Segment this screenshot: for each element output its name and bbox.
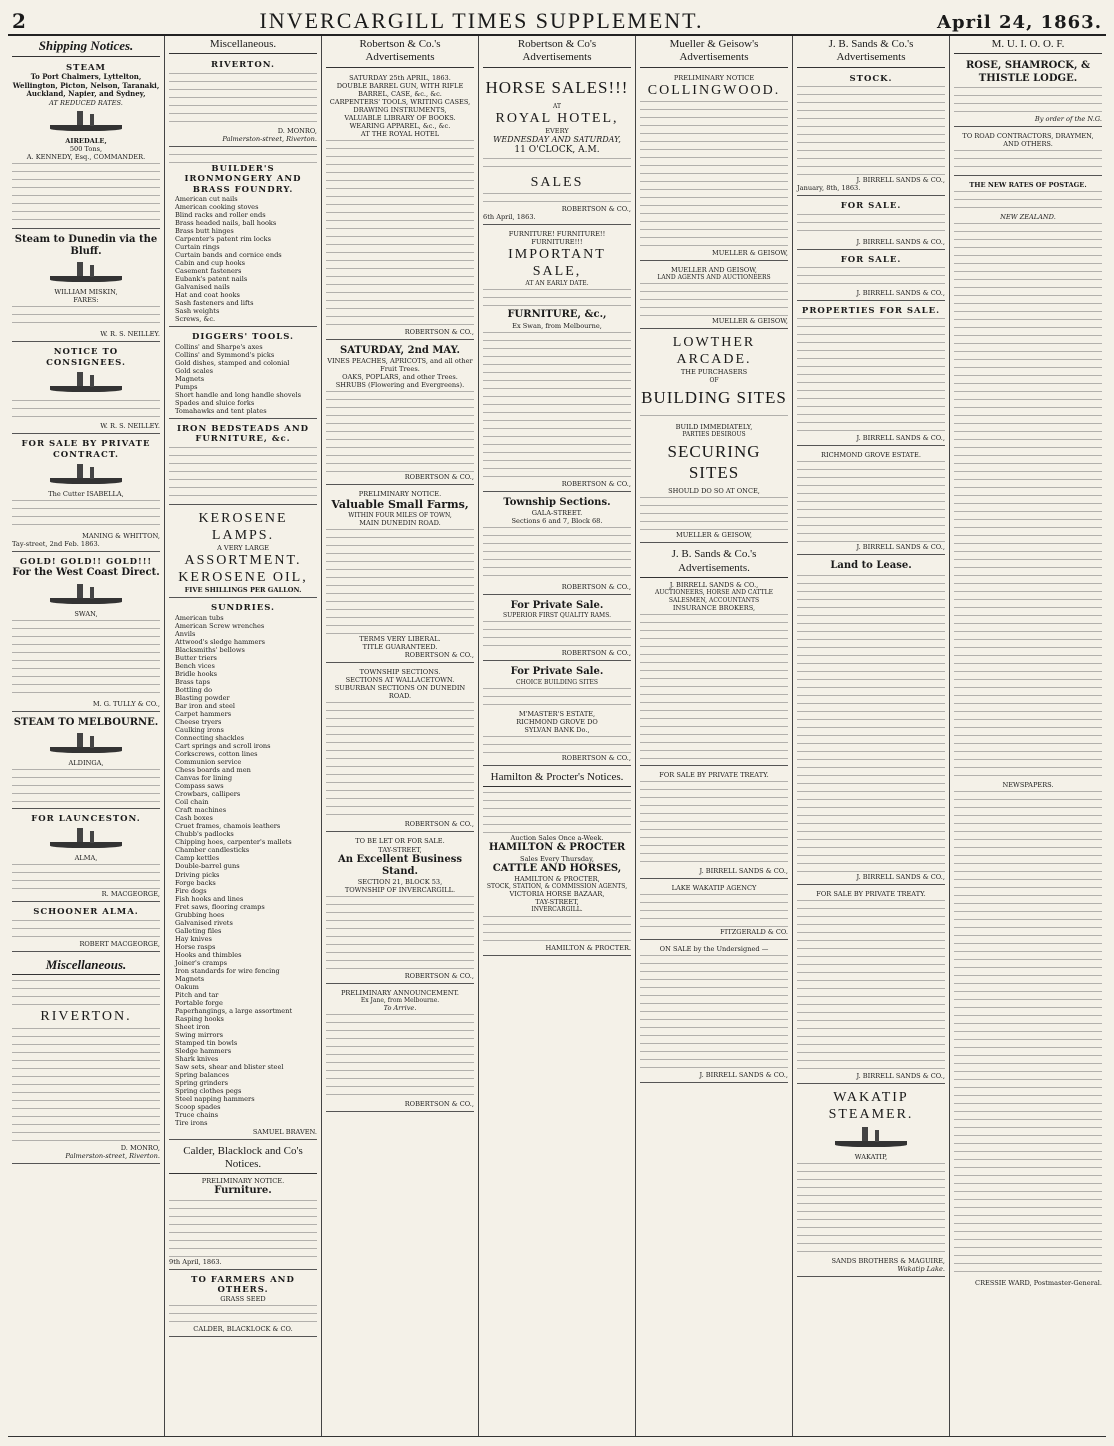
ad-for-sale-private-contract: FOR SALE BY PRIVATE CONTRACT. The Cutter ISABELLA, MANING & WHITTON, Tay-street, 2nd Feb. 1863. [12,436,160,552]
ad-saturday-sale: SATURDAY 25th APRIL, 1863. DOUBLE BARREL GUN, WITH RIFLE BARREL, CASE, &c., &c. CARPENTERS' TOOLS, WRITING CASES, DRAWING INSTRUMENTS, VALUABLE LIBRARY OF BOOKS. WEARING APPAREL, &c., &c. AT THE ROYAL HOTEL ROBERTSON & CO., [326,71,474,340]
list-item: Anvils [175,629,196,638]
column-shipping [8,36,165,1436]
list-item: Corkscrews, cotton lines [175,750,258,759]
ad-sands-auctioneers: J. B. Sands & Co.'s Advertisements. J. BIRRELL SANDS & CO., AUCTIONEERS, HORSE AND CATTLE SALESMEN, ACCOUNTANTS INSURANCE BROKERS, [640,545,788,766]
item-list [169,614,317,1128]
list-item: Attwood's sledge hammers [175,637,265,646]
ad-for-sale-cart: FOR SALE. J. BIRRELL SANDS & CO., [797,198,945,249]
list-item: Coil chain [175,798,209,807]
column-header: Robertson & Co.'s Advertisements [326,38,474,68]
ad-kerosene-lamps: KEROSENE LAMPS. A VERY LARGE ASSORTMENT. KEROSENE OIL, FIVE SHILLINGS PER GALLON. [169,507,317,598]
list-item: Sledge hammers [175,1047,232,1056]
column-oddfellows [950,36,1106,1436]
list-item: Chipping hoes, carpenter's mallets [175,838,292,847]
list-item: Fret saws, flooring cramps [175,902,265,911]
list-item: Pitch and tar [175,990,219,999]
list-item: Cabin and cup hooks [175,259,245,268]
column-miscellaneous [165,36,322,1436]
ad-notice-to-consignees: NOTICE TO CONSIGNEES. W. R. S. NEILLEY. [12,344,160,434]
list-item: Collins' and Sharpe's axes [175,342,263,351]
ad-properties-for-sale: PROPERTIES FOR SALE. J. BIRRELL SANDS & CO., [797,303,945,446]
list-item: Cart springs and scroll irons [175,742,271,750]
list-item: Curtain bands and cornice ends [175,251,282,260]
ad-sands-private-treaty-2: FOR SALE BY PRIVATE TREATY. J. BIRRELL SANDS & CO., [797,887,945,1084]
ad-lake-wakatip-agency: LAKE WAKATIP AGENCY FITZGERALD & CO. [640,881,788,940]
list-item: Galvanised rivets [175,918,233,927]
list-item: Galleting files [175,926,222,935]
list-item: Spring grinders [175,1079,228,1088]
list-item: Crowbars, callipers [175,790,241,799]
list-item: Cash boxes [175,814,213,823]
column-header: Robertson & Co's Advertisements [483,38,631,68]
list-item: Butter triers [175,653,217,662]
ad-collingwood: PRELIMINARY NOTICE COLLINGWOOD. MUELLER & GEISOW, [640,71,788,261]
ad-sands-private-treaty: FOR SALE BY PRIVATE TREATY. J. BIRRELL SANDS & CO., [640,768,788,879]
list-item: Driving picks [175,870,220,879]
list-item: Chess boards and men [175,766,251,775]
list-item: Rasping hooks [175,1015,224,1024]
column-header: Shipping Notices. [12,38,160,57]
ad-sundries: SUNDRIES. American tubs American Screw wrenches Anvils Attwood's sledge hammers Blacksmiths' bellows Butter triers Bench vices Bridle hooks Brass taps Bottling do Blasting powder Bar iron and steel Carpet hammers Cheese tryers Caulking irons Connecting shackles Cart springs and scroll irons Corkscrews, cotton lines Communion service Chess boards and men Canvas for lining Compass saws Crowbars, callipers Coil chain Craft machines Cash boxes Cruet frames, chamois leathers Chubb's padlocks Chipping hoes, carpenter's mallets Chamber candlesticks Camp kettles Double-barrel guns Driving picks Forge backs Fire dogs Fish hooks and lines Fret saws, flooring cramps Grubbing hoes Galvanised rivets Galleting files Hay knives Horse rasps Hooks and thimbles Joiner's cramps Iron standards for wire fencing Magnets Oakum Pitch and tar Portable forge Paperhangings, a large assortment Rasping hooks Sheet iron Swing mirrors Stamped tin bowls Sledge hammers Shark knives Saw sets, shear and blister steel Spring balances Spring grinders Spring clothes pegs Steel napping hammers Scoop spades Truce chains Tire irons SAMUEL BRAVEN. [169,600,317,1139]
column-robertson-2 [479,36,636,1436]
list-item: American tubs [175,613,224,622]
ad-township-sections: TOWNSHIP SECTIONS. SECTIONS AT WALLACETOWN. SUBURBAN SECTIONS ON DUNEDIN ROAD. ROBERTSON & CO., [326,665,474,832]
list-item: Gold dishes, stamped and colonial [175,358,290,367]
ad-on-sale: ON SALE by the Undersigned — J. BIRRELL SANDS & CO., [640,942,788,1083]
list-item: Chamber candlesticks [175,846,250,855]
ad-misc-riverton: Miscellaneous. RIVERTON. D. MONRO, Palmerston-street, Riverton. [12,954,160,1164]
list-item: Spring clothes pegs [175,1087,242,1096]
list-item: Forge backs [175,878,216,887]
ad-hamilton-procter: Hamilton & Procter's Notices. Auction Sales Once a-Week. HAMILTON & PROCTER Sales Every Thursday, CATTLE AND HORSES, HAMILTON & PROCTER, STOCK, STATION, & COMMISSION AGENTS, VICTORIA HORSE BAZAAR, TAY-STREET, INVERCARGILL. HAMILTON & PROCTER. [483,768,631,956]
list-item: Magnets [175,974,205,983]
list-item: Blasting powder [175,693,230,702]
page-number: 2 [12,9,26,33]
list-item: Oakum [175,982,199,991]
ad-lowther-arcade: LOWTHER ARCADE. THE PURCHASERS OF BUILDING SITES BUILD IMMEDIATELY, PARTIES DESIROUS SECURING SITES SHOULD DO SO AT ONCE, MUELLER & GEISOW, [640,331,788,543]
list-item: Blacksmiths' bellows [175,645,245,654]
item-list [169,343,317,415]
list-item: Hat and coat hooks [175,291,240,300]
list-item: Craft machines [175,806,227,815]
list-item: Sash fasteners and lifts [175,299,254,308]
ad-postage-rates: THE NEW RATES OF POSTAGE. NEW ZEALAND. NEWSPAPERS. CRESSIE WARD, Postmaster-General. [954,178,1102,1290]
list-item: Hooks and thimbles [175,950,242,959]
ad-wakatip-steamer: WAKATIP STEAMER. WAKATIP, SANDS BROTHERS & MAGUIRE, Wakatip Lake. [797,1086,945,1277]
list-item: Portable forge [175,999,223,1007]
ad-horse-sales: HORSE SALES!!! AT ROYAL HOTEL, EVERY WEDNESDAY AND SATURDAY, 11 O'CLOCK, A.M. SALES ROBERTSON & CO., 6th April, 1863. [483,71,631,225]
list-item: Hay knives [175,934,212,943]
item-list [169,195,317,324]
list-item: Brass butt hinges [175,227,234,236]
masthead [8,8,1106,36]
list-item: Tire irons [175,1119,208,1128]
list-item: Curtain rings [175,243,220,252]
ship-icon [42,370,131,396]
list-item: Casement fasteners [175,267,242,276]
list-item: Carpenter's patent rim locks [175,235,271,244]
list-item: Fish hooks and lines [175,894,244,903]
column-header: J. B. Sands & Co.'s Advertisements [797,38,945,68]
list-item: Brass taps [175,677,210,686]
ad-gold-west-coast: GOLD! GOLD!! GOLD!!! For the West Coast Direct. SWAN, M. G. TULLY & CO., [12,554,160,712]
ad-business-stand: TO BE LET OR FOR SALE. TAY-STREET, An Excellent Business Stand. SECTION 21, BLOCK 53, TOWNSHIP OF INVERCARGILL. ROBERTSON & CO., [326,834,474,984]
ad-saturday-2nd-may: SATURDAY, 2nd MAY. VINES PEACHES, APRICOTS, and all other Fruit Trees. OAKS, POPLARS, and other Trees. SHRUBS (Flowering and Evergreens). ROBERTSON & CO., [326,342,474,485]
list-item: Carpet hammers [175,709,232,718]
list-item: Sheet iron [175,1023,210,1032]
ad-schooner-alma: SCHOONER ALMA. ROBERT MACGEORGE, [12,904,160,951]
column-header: Mueller & Geisow's Advertisements [640,38,788,68]
ad-steam-to-melbourne: STEAM TO MELBOURNE. ALDINGA, [12,714,160,809]
list-item: Eubank's patent nails [175,275,248,284]
ship-icon [827,1125,916,1151]
ad-private-sale-rams: For Private Sale. SUPERIOR FIRST QUALITY RAMS. ROBERTSON & CO., [483,597,631,662]
list-item: Truce chains [175,1111,219,1120]
list-item: Chubb's padlocks [175,830,234,839]
list-item: Cheese tryers [175,717,222,726]
ad-valuable-small-farms: PRELIMINARY NOTICE. Valuable Small Farms, WITHIN FOUR MILES OF TOWN, MAIN DUNEDIN ROAD. TERMS VERY LIBERAL. TITLE GUARANTEED. ROBERTSON & CO., [326,487,474,663]
list-item: Grubbing hoes [175,910,225,919]
ad-lodge: ROSE, SHAMROCK, & THISTLE LODGE. By order of the N.G. [954,57,1102,126]
list-item: Spring balances [175,1071,229,1080]
list-item: American cut nails [175,194,238,203]
column-jb-sands [793,36,950,1436]
list-item: Scoop spades [175,1103,221,1112]
list-item: Collins' and Symmond's picks [175,350,275,359]
list-item: Bottling do [175,685,213,694]
list-item: Communion service [175,758,242,767]
list-item: Compass saws [175,782,224,791]
list-item: Spades and sluice forks [175,398,255,407]
ad-private-sale-sites: For Private Sale. CHOICE BUILDING SITES M'MASTER'S ESTATE, RICHMOND GROVE DO SYLVAN BANK Do., ROBERTSON & CO., [483,663,631,766]
list-item: Horse rasps [175,942,216,951]
ad-steam-to-dunedin: Steam to Dunedin via the Bluff. WILLIAM MISKIN, FARES: W. R. S. NEILLEY. [12,231,160,342]
ad-land-agents: MUELLER AND GEISOW, LAND AGENTS AND AUCTIONEERS MUELLER & GEISOW, [640,263,788,329]
ad-richmond-grove: RICHMOND GROVE ESTATE. J. BIRRELL SANDS & CO., [797,448,945,555]
ad-iron-bedsteads: IRON BEDSTEADS AND FURNITURE, &c. [169,421,317,505]
list-item: Connecting shackles [175,733,245,742]
columns [8,36,1106,1437]
list-item: Bar iron and steel [175,701,236,710]
list-item: Sash weights [175,307,220,316]
ship-icon [42,109,131,135]
list-item: Fire dogs [175,886,207,895]
issue-date: April 24, 1863. [937,12,1102,33]
list-item: American cooking stoves [175,202,259,211]
ship-icon [42,260,131,286]
list-item: Gold scales [175,366,214,375]
ship-icon [42,462,131,488]
ship-icon [42,582,131,608]
list-item: Tomahawks and tent plates [175,407,267,416]
list-item: Double-barrel guns [175,862,240,871]
list-item: Caulking irons [175,725,224,734]
ad-steam-to-port-chalmers: STEAM To Port Chalmers, Lyttelton, Wellington, Picton, Nelson, Taranaki, Auckland, Napier, and Sydney, AT REDUCED RATES. AIREDALE, 500 Tons, A. KENNEDY, Esq., COMMANDER. [12,60,160,229]
ship-icon [42,826,131,852]
list-item: Bench vices [175,661,215,670]
list-item: Short handle and long handle shovels [175,390,301,399]
ad-builders-ironmongery: BUILDER'S IRONMONGERY AND BRASS FOUNDRY. American cut nails American cooking stoves Blind racks and roller ends Brass headed nails, ball hooks Brass butt hinges Carpenter's patent rim locks Curtain rings Curtain bands and cornice ends Cabin and cup hooks Casement fasteners Eubank's patent nails Galvanised nails Hat and coat hooks Sash fasteners and lifts Sash weights Screws, &c. [169,149,317,328]
ad-for-launceston: FOR LAUNCESTON. ALMA, R. MACGEORGE, [12,811,160,902]
ad-furniture-sale: FURNITURE! FURNITURE!! FURNITURE!!! IMPORTANT SALE, AT AN EARLY DATE. FURNITURE, &c., Ex Swan, from Melbourne, ROBERTSON & CO., [483,227,631,492]
list-item: Pumps [175,382,198,391]
column-robertson-1 [322,36,479,1436]
list-item: Shark knives [175,1055,219,1064]
list-item: Blind racks and roller ends [175,210,266,219]
list-item: Swing mirrors [175,1031,224,1040]
ad-diggers-tools: DIGGERS' TOOLS. Collins' and Sharpe's axes Collins' and Symmond's picks Gold dishes, stamped and colonial Gold scales Magnets Pumps Short handle and long handle shovels Spades and sluice forks Tomahawks and tent plates [169,329,317,419]
ad-township-sections-gala: Township Sections. GALA-STREET. Sections 6 and 7, Block 68. ROBERTSON & CO., [483,494,631,595]
list-item: Canvas for lining [175,774,233,783]
list-item: Screws, &c. [175,315,216,324]
list-item: Cruet frames, chamois leathers [175,822,281,831]
ad-road-contractors: TO ROAD CONTRACTORS, DRAYMEN, AND OTHERS. [954,129,1102,176]
ad-riverton: RIVERTON. D. MONRO, Palmerston-street, Riverton. [169,57,317,146]
list-item: Stamped tin bowls [175,1039,238,1048]
list-item: American Screw wrenches [175,621,265,630]
list-item: Magnets [175,374,205,383]
ad-land-to-lease: Land to Lease. J. BIRRELL SANDS & CO., [797,557,945,884]
ad-preliminary-announcement: PRELIMINARY ANNOUNCEMENT. Ex Jane, from Melbourne. To Arrive. ROBERTSON & CO., [326,986,474,1112]
ad-to-farmers: TO FARMERS AND OTHERS. GRASS SEED CALDER, BLACKLOCK & CO. [169,1272,317,1338]
list-item: Iron standards for wire fencing [175,966,280,975]
ship-icon [42,731,131,757]
column-header: Miscellaneous. [169,38,317,54]
list-item: Paperhangings, a large assortment [175,1007,293,1016]
list-item: Brass headed nails, ball hooks [175,219,277,227]
ad-for-sale-bullocks: FOR SALE. J. BIRRELL SANDS & CO., [797,252,945,301]
list-item: Steel napping hammers [175,1095,255,1104]
list-item: Saw sets, shear and blister steel [175,1063,284,1072]
list-item: Joiner's cramps [175,958,227,967]
ad-stock: STOCK. J. BIRRELL SANDS & CO., January, 8th, 1863. [797,71,945,196]
ad-calder-blacklock: Calder, Blacklock and Co's Notices. PRELIMINARY NOTICE. Furniture. 9th April, 1863. [169,1142,317,1270]
list-item: Camp kettles [175,854,220,863]
newspaper-title: INVERCARGILL TIMES SUPPLEMENT. [259,8,704,33]
column-header: M. U. I. O. O. F. [954,38,1102,54]
list-item: Bridle hooks [175,669,217,678]
list-item: Galvanised nails [175,283,230,292]
column-mueller-geisow [636,36,793,1436]
